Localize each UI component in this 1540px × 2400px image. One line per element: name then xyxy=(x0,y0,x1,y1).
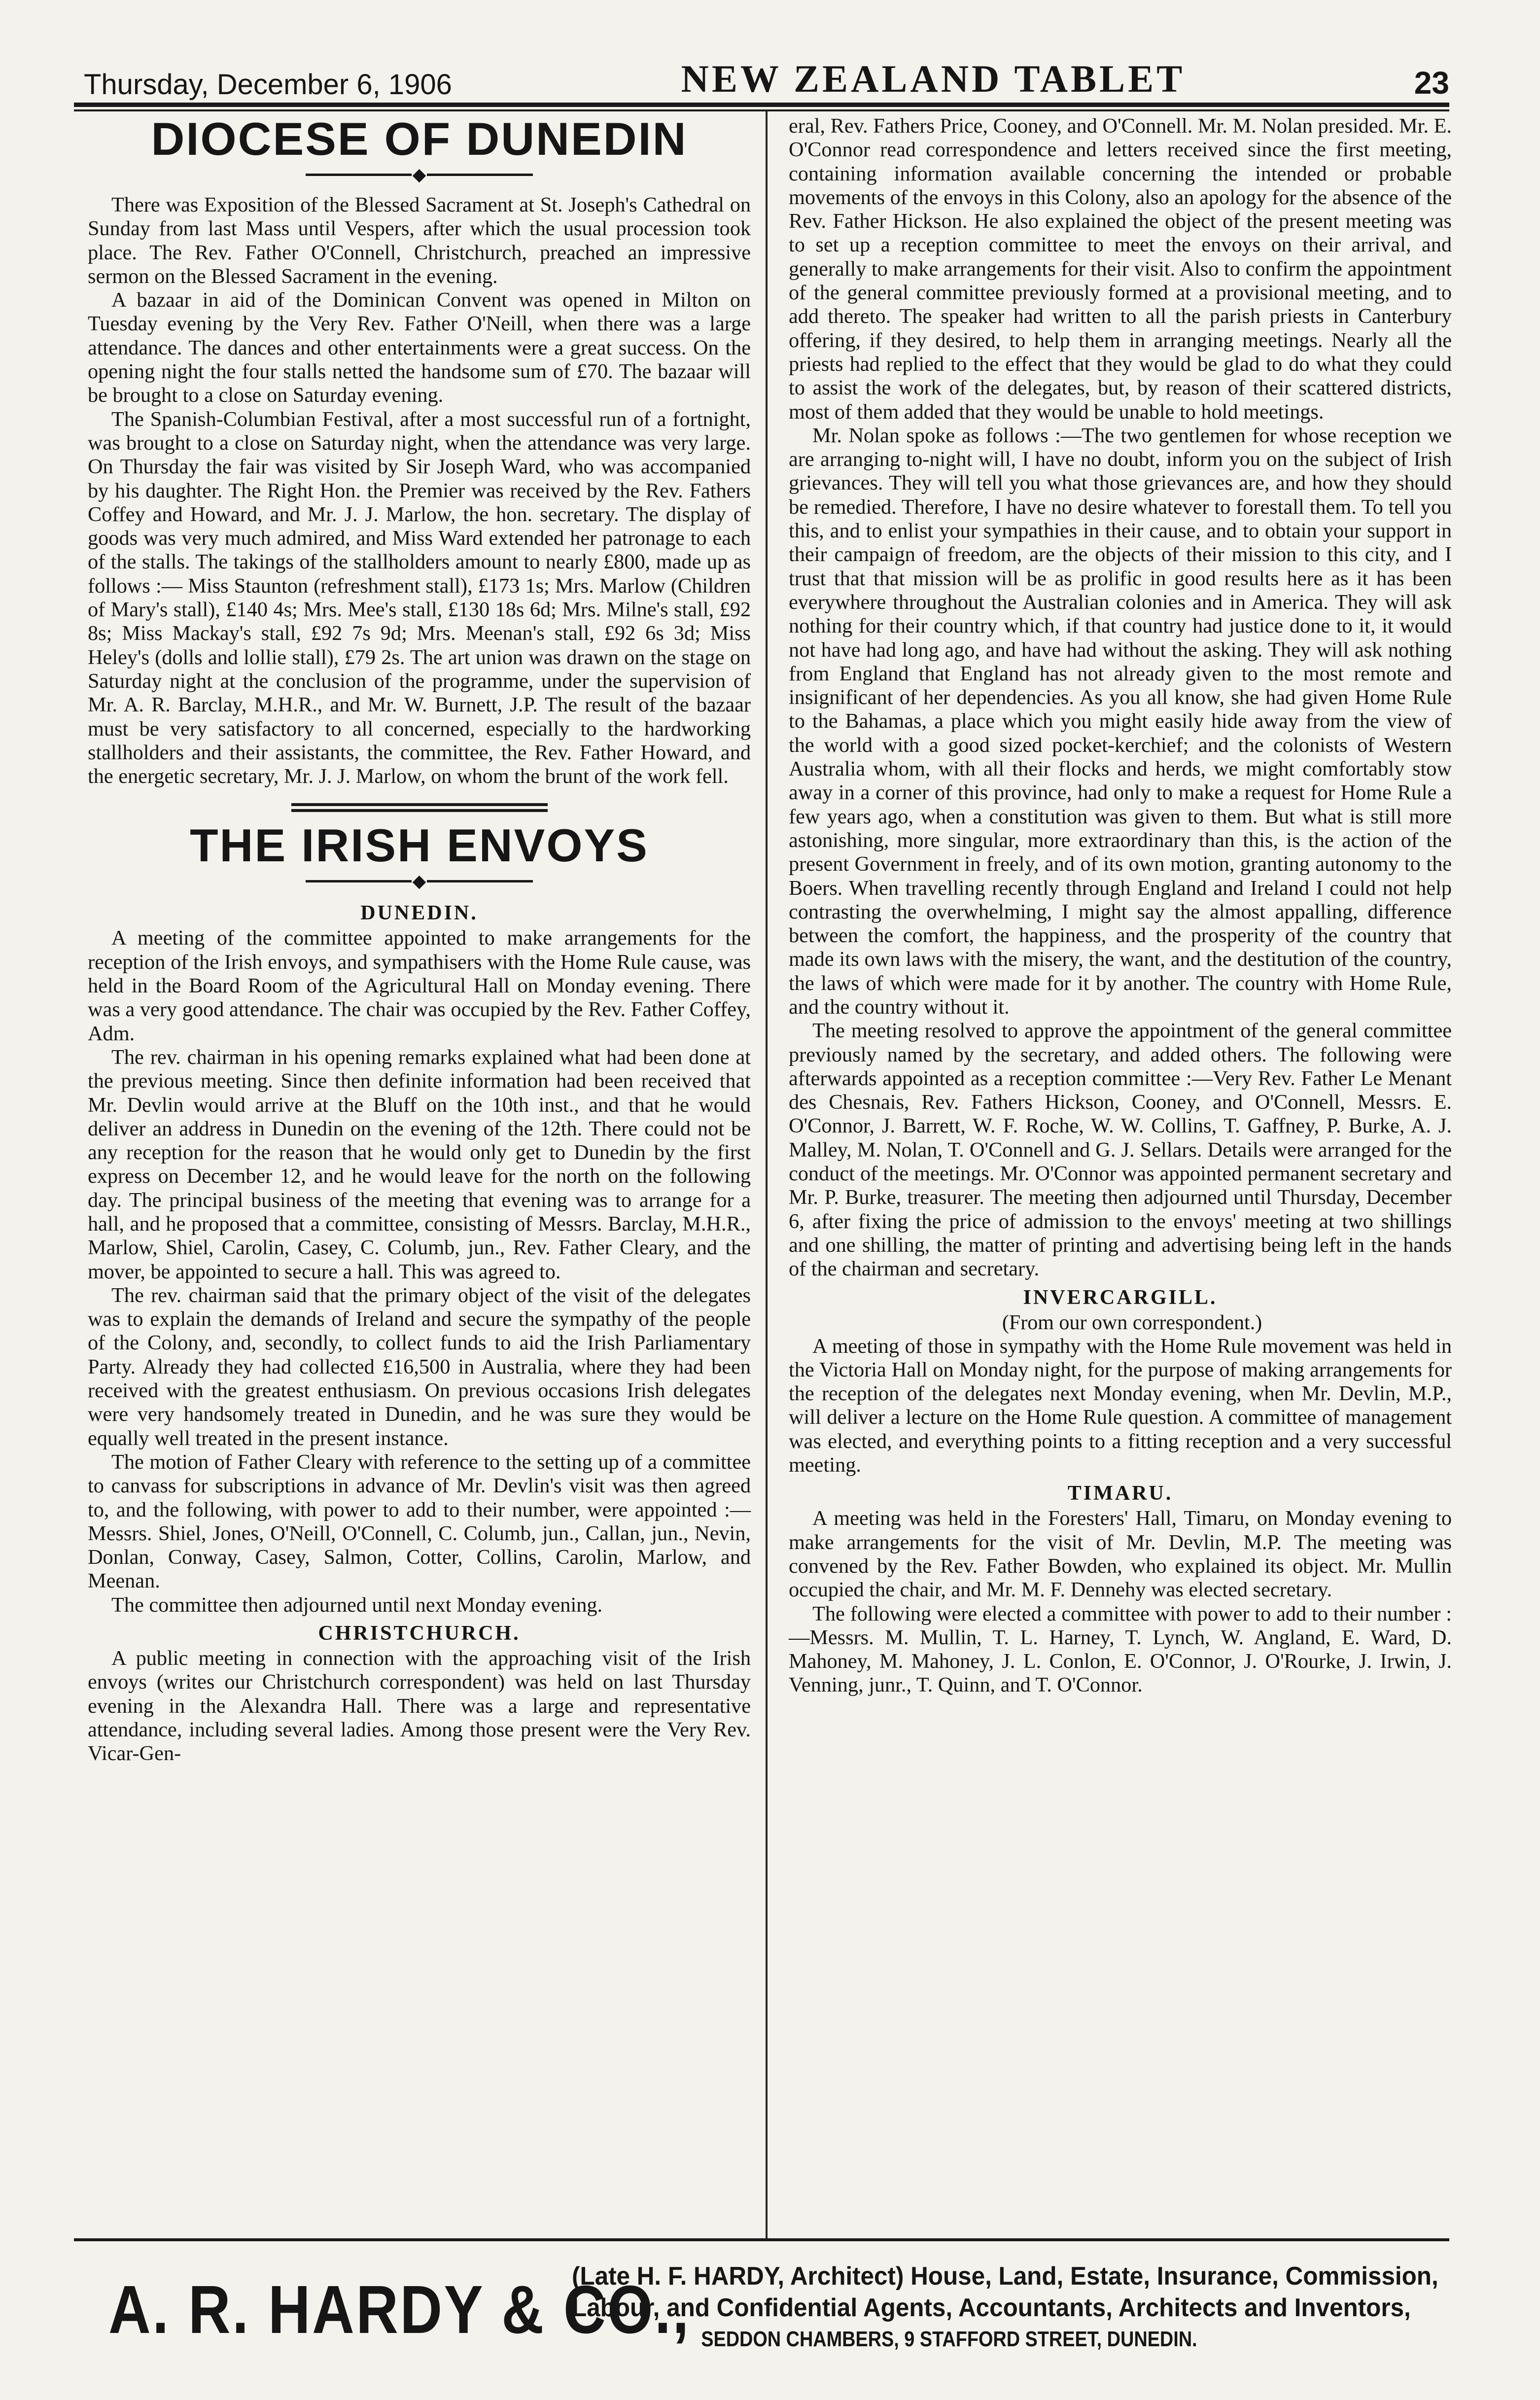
article-paragraph-continued: eral, Rev. Fathers Price, Cooney, and O'Connell. Mr. M. Nolan presided. Mr. E. O'Connor read correspondence and letters received since the first meeting, containing information available concerning the intended or probable movements of the envoys in this Colony, also an apology for the absence of the Rev. Father Hickson. He also explained the object of the present meeting was to set up a reception committee to meet the envoys on their arrival, and generally to make arrangements for their visit. Also to confirm the appointment of the general committee previously formed at a provisional meeting, and to add thereto. The speaker had written to all the parish priests in Canterbury offering, if they desired, to help them in arranging meetings. Nearly all the priests had replied to the effect that they would be glad to do what they could to assist the work of the delegates, but, by reason of their scattered districts, most of them added that they would be unable to hold meetings. xyxy=(789,114,1452,424)
invercargill-subheading: INVERCARGILL. xyxy=(1023,1286,1218,1309)
heading-ornament: ◆ xyxy=(88,872,751,890)
section-double-rule xyxy=(291,803,548,812)
advertiser-name: A. R. HARDY & CO., xyxy=(108,2272,691,2348)
right-column xyxy=(789,114,1452,1697)
article-paragraph: Mr. Nolan spoke as follows :—The two gentlemen for whose reception we are arranging to-night will, I have no doubt, inform you on the subject of Irish grievances. They will tell you what those grievances are, and how they should be remedied. Therefore, I have no desire whatever to forestall them. To tell you this, and to enlist your sympathies in their cause, and to obtain your support in their campaign of freedom, are the objects of their mission to this city, and I trust that that mission will be as prolific in good results here as it has been everywhere throughout the Australian colonies and in America. They will ask nothing for their country which, if that country had justice done to it, it would not have had long ago, and have had without the asking. They will ask nothing from England that England has not already given to the most remote and insignificant of her dependencies. As you all know, she had given Home Rule to the Bahamas, a place which you might easily hide away from the view of the world with a good sized pocket-kerchief; and the colonists of Western Australia whom, with all their flocks and herds, we might comfortably stow away in a corner of this province, had only to make a request for Home Rule a few years ago, when a constitution was given to them. But what is still more astonishing, more singular, more extraordinary than this, is the action of the present Government in freely, and of its own motion, granting autonomy to the Boers. When travelling recently through England and Ireland I could not help contrasting the overwhelming, I might say the almost appalling, difference between the comfort, the happiness, and the prosperity of the country that made its own laws with the misery, the want, and the destitution of the country, the laws of which were made for it by another. The country with Home Rule, and the country without it. xyxy=(789,424,1452,1019)
article-paragraph: The rev. chairman said that the primary object of the visit of the delegates was to explain the demands of Ireland and secure the sympathy of the people of the Colony, and, secondly, to collect funds to aid the Irish Parliamentary Party. Already they had collected £16,500 in Australia, where they had been received with the greatest enthusiasm. On previous occasions Irish delegates were very handsomely treated in Dunedin, and he was sure they would be equally well treated in the present instance. xyxy=(88,1283,751,1450)
header-rule-thin xyxy=(74,109,1449,111)
article-paragraph: A meeting of those in sympathy with the Home Rule movement was held in the Victoria Hall on Monday night, for the purpose of making arrangements for the reception of the delegates next Monday evening, when Mr. Devlin, M.P., will deliver a lecture on the Home Rule question. A committee of management was elected, and everything points to a fitting reception and a very successful meeting. xyxy=(789,1334,1452,1477)
ad-line: (Late H. F. HARDY, Architect) House, Land, Estate, Insurance, Commission, xyxy=(572,2262,1438,2291)
article-paragraph: A meeting of the committee appointed to make arrangements for the reception of the Irish envoys, and sympathisers with the Home Rule cause, was held in the Board Room of the Agricultural Hall on Monday evening. There was a very good attendance. The chair was occupied by the Rev. Father Coffey, Adm. xyxy=(88,926,751,1045)
issue-date: Thursday, December 6, 1906 xyxy=(84,69,452,101)
article-paragraph: The meeting resolved to approve the appointment of the general committee previously named by the secretary, and added others. The following were afterwards appointed as a reception committee :—Very Rev. Father Le Menant des Chesnais, Rev. Fathers Hickson, Cooney, and O'Connell, Messrs. E. O'Connor, J. Barrett, W. F. Roche, W. W. Collins, T. Gaffney, P. Burke, A. J. Malley, M. Nolan, T. O'Connell and G. J. Sellars. Details were arranged for the conduct of the meetings. Mr. O'Connor was appointed permanent secretary and Mr. P. Burke, treasurer. The meeting then adjourned until Thursday, December 6, after fixing the price of admission to the envoys' meeting at two shillings and one shilling, the matter of printing and advertising being left in the hands of the chairman and secretary. xyxy=(789,1019,1452,1281)
article-paragraph: The following were elected a committee with power to add to their number :—Messrs. M. Mullin, T. L. Harney, T. Lynch, W. Angland, E. Ward, D. Mahoney, M. Mahoney, J. L. Conlon, E. O'Connor, J. O'Rourke, J. Irwin, J. Venning, junr., T. Quinn, and T. O'Connor. xyxy=(789,1602,1452,1697)
article-paragraph: A bazaar in aid of the Dominican Convent was opened in Milton on Tuesday evening by the Very Rev. Father O'Neill, when there was a large attendance. The dances and other entertainments were a great success. On the opening night the four stalls netted the handsome sum of £70. The bazaar will be brought to a close on Saturday evening. xyxy=(88,288,751,407)
christchurch-subheading: CHRISTCHURCH. xyxy=(318,1622,521,1645)
timaru-subheading: TIMARU. xyxy=(1067,1482,1173,1505)
advertisement-details xyxy=(572,2260,1449,2355)
dunedin-subheading: DUNEDIN. xyxy=(360,902,478,925)
advertisement xyxy=(79,2246,1454,2369)
correspondent-note: (From our own correspondent.) xyxy=(1002,1311,1262,1334)
article-paragraph: The motion of Father Cleary with reference to the setting up of a committee to canvass for subscriptions in advance of Mr. Devlin's visit was then agreed to, and the following, with power to add to their number, were appointed :—Messrs. Shiel, Jones, O'Neill, O'Connell, C. Columb, jun., Callan, jun., Nevin, Donlan, Conway, Casey, Salmon, Cotter, Collins, Carolin, Marlow, and Meenan. xyxy=(88,1450,751,1593)
article-paragraph: There was Exposition of the Blessed Sacrament at St. Joseph's Cathedral on Sunday from last Mass until Vespers, after which the usual procession took place. The Rev. Father O'Connell, Christchurch, preached an impressive sermon on the Blessed Sacrament in the evening. xyxy=(88,193,751,288)
header-rule xyxy=(74,103,1449,107)
column-divider xyxy=(766,111,768,2239)
heading-ornament: ◆ xyxy=(88,166,751,183)
footer-rule xyxy=(74,2238,1449,2241)
page-header xyxy=(84,54,1449,101)
article-paragraph: A meeting was held in the Foresters' Hall, Timaru, on Monday evening to make arrangements for the visit of Mr. Devlin, M.P. The meeting was convened by the Rev. Father Bowden, who explained its object. Mr. Mullin occupied the chair, and Mr. M. F. Dennehy was elected secretary. xyxy=(789,1507,1452,1602)
ad-line: Labour, and Confidential Agents, Accountants, Architects and Inventors, xyxy=(572,2294,1411,2322)
article-paragraph: A public meeting in connection with the approaching visit of the Irish envoys (writes our Christchurch correspondent) was held on last Thursday evening in the Alexandra Hall. There was a large and representative attendance, including several ladies. Among those present were the Very Rev. Vicar-Gen- xyxy=(88,1647,751,1765)
page-number: 23 xyxy=(1414,65,1449,101)
article-paragraph: The rev. chairman in his opening remarks explained what had been done at the previous meeting. Since then definite information had been received that Mr. Devlin would arrive at the Bluff on the 10th inst., and that he would deliver an address in Dunedin on the evening of the 12th. There could not be any reception for the reason that he would only get to Dunedin by the first express on December 12, and he would leave for the north on the following day. The principal business of the meeting that evening was to arrange for a hall, and he proposed that a committee, consisting of Messrs. Barclay, M.H.R., Marlow, Shiel, Carolin, Casey, C. Columb, jun., Rev. Father Cleary, and the mover, be appointed to secure a hall. This was agreed to. xyxy=(88,1045,751,1283)
irish-envoys-heading: THE IRISH ENVOYS xyxy=(190,819,649,872)
newspaper-title: NEW ZEALAND TABLET xyxy=(681,57,1186,100)
article-paragraph: The Spanish-Columbian Festival, after a most successful run of a fortnight, was brought to a close on Saturday night, when the attendance was very large. On Thursday the fair was visited by Sir Joseph Ward, who was accompanied by his daughter. The Right Hon. the Premier was received by the Rev. Fathers Coffey and Howard, and Mr. J. J. Marlow, the hon. secretary. The display of goods was very much admired, and Miss Ward extended her patronage to each of the stalls. The takings of the stallholders amount to nearly £800, made up as follows :— Miss Staunton (refreshment stall), £173 1s; Mrs. Marlow (Children of Mary's stall), £140 4s; Mrs. Mee's stall, £130 18s 6d; Mrs. Milne's stall, £92 8s; Miss Mackay's stall, £92 7s 9d; Mrs. Meenan's stall, £92 6s 3d; Miss Heley's (dolls and lollie stall), £79 2s. The art union was drawn on the stage on Saturday night at the conclusion of the programme, under the supervision of Mr. A. R. Barclay, M.H.R., and Mr. W. Burnett, J.P. The result of the bazaar must be very satisfactory to all concerned, especially to the hardworking stallholders and their assistants, the committee, the Rev. Father Howard, and the energetic secretary, Mr. J. J. Marlow, on whom the brunt of the work fell. xyxy=(88,407,751,788)
left-column xyxy=(88,114,751,1766)
article-paragraph: The committee then adjourned until next Monday evening. xyxy=(111,1593,603,1617)
ad-address: SEDDON CHAMBERS, 9 STAFFORD STREET, DUNEDIN. xyxy=(701,2327,1197,2351)
diocese-heading: DIOCESE OF DUNEDIN xyxy=(151,113,688,165)
